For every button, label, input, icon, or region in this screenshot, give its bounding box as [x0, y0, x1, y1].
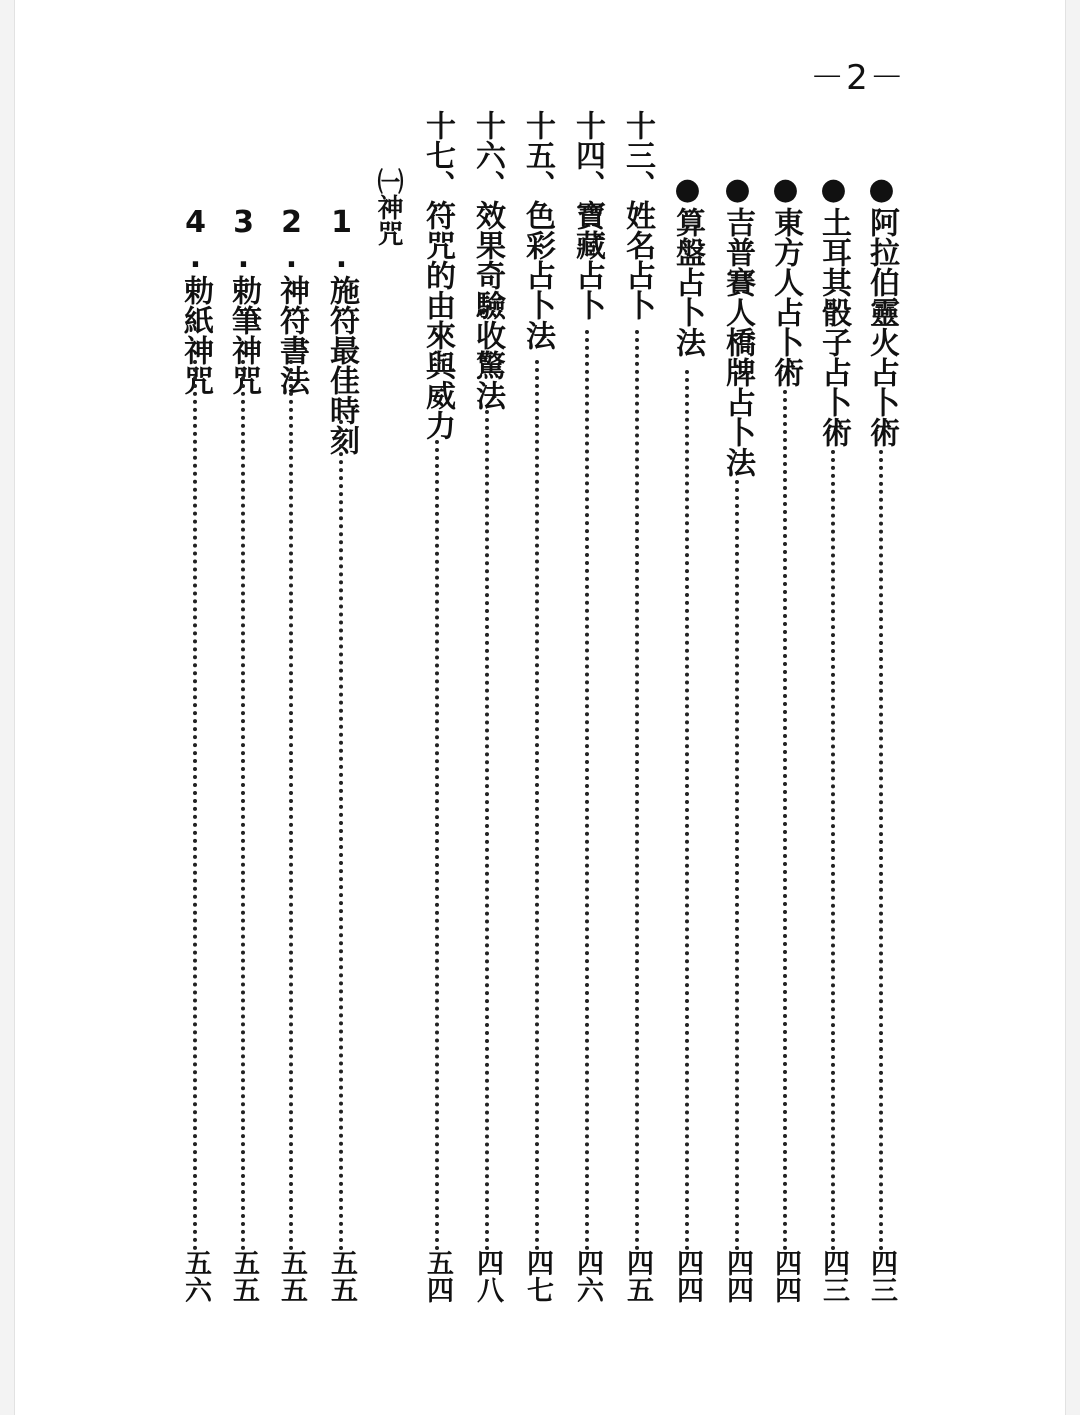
toc-entry-page: 四五	[622, 1249, 653, 1303]
toc-leader-dots	[735, 480, 739, 1251]
toc-leader-dots	[685, 370, 689, 1251]
toc-entry-title: 十三、姓名占卜	[620, 110, 655, 320]
toc-entry	[564, 0, 610, 1415]
toc-entry-title: 十四、寶藏占卜	[570, 110, 605, 320]
toc-entry-title: 十六、效果奇驗收驚法	[470, 110, 505, 410]
toc-leader-dots	[831, 450, 835, 1251]
toc-entry-title: ●土耳其骰子占卜術	[816, 172, 851, 447]
toc-leader-dots	[585, 330, 589, 1251]
toc-entry-page: 四四	[722, 1249, 753, 1303]
toc-entry-title: ●東方人占卜術	[768, 172, 803, 387]
toc-leader-dots	[289, 360, 293, 1251]
toc-entry	[614, 0, 660, 1415]
toc-entry-title: 2.神符書法	[274, 205, 309, 395]
toc-entry-title: 1.施符最佳時刻	[324, 205, 359, 455]
right-page-margin	[1065, 0, 1080, 1415]
toc-entry	[858, 0, 904, 1415]
toc-entry-page: 四三	[866, 1249, 897, 1303]
toc-entry-page: 五四	[422, 1249, 453, 1303]
section-heading: ㈠神咒	[373, 168, 403, 246]
toc-entry	[268, 0, 314, 1415]
toc-leader-dots	[193, 360, 197, 1251]
left-page-margin	[0, 0, 15, 1415]
toc-entry	[762, 0, 808, 1415]
toc-entry	[414, 0, 460, 1415]
toc-leader-dots	[535, 360, 539, 1251]
toc-leader-dots	[783, 390, 787, 1251]
toc-entry	[714, 0, 760, 1415]
toc-entry-title: 4.勅紙神咒	[178, 205, 213, 395]
page-number: －2－	[810, 58, 906, 98]
toc-entry-page: 四八	[472, 1249, 503, 1303]
toc-entry	[810, 0, 856, 1415]
toc-entry-page: 四四	[672, 1249, 703, 1303]
toc-entry-title: 十五、色彩占卜法	[520, 110, 555, 350]
toc-leader-dots	[879, 450, 883, 1251]
toc-entry-title: 十七、符咒的由來與威力	[420, 110, 455, 440]
toc-entry-title: ●吉普賽人橋牌占卜法	[720, 172, 755, 477]
toc-entry-page: 五五	[228, 1249, 259, 1303]
toc-entry-page: 五五	[276, 1249, 307, 1303]
toc-entry-title: ●算盤占卜法	[670, 172, 705, 357]
toc-entry-page: 四三	[818, 1249, 849, 1303]
toc-entry	[514, 0, 560, 1415]
toc-leader-dots	[435, 440, 439, 1251]
toc-entry-page: 五六	[180, 1249, 211, 1303]
toc-entry	[464, 0, 510, 1415]
toc-leader-dots	[241, 360, 245, 1251]
toc-leader-dots	[485, 410, 489, 1251]
toc-entry-page: 五五	[326, 1249, 357, 1303]
toc-entry-page: 四四	[770, 1249, 801, 1303]
toc-entry-page: 四六	[572, 1249, 603, 1303]
toc-entry	[318, 0, 364, 1415]
toc-entry-title: ●阿拉伯靈火占卜術	[864, 172, 899, 447]
toc-entry-title: 3.勅筆神咒	[226, 205, 261, 395]
toc-leader-dots	[635, 330, 639, 1251]
toc-entry	[664, 0, 710, 1415]
toc-entry-page: 四七	[522, 1249, 553, 1303]
toc-leader-dots	[339, 420, 343, 1251]
toc-entry	[172, 0, 218, 1415]
toc-entry	[220, 0, 266, 1415]
